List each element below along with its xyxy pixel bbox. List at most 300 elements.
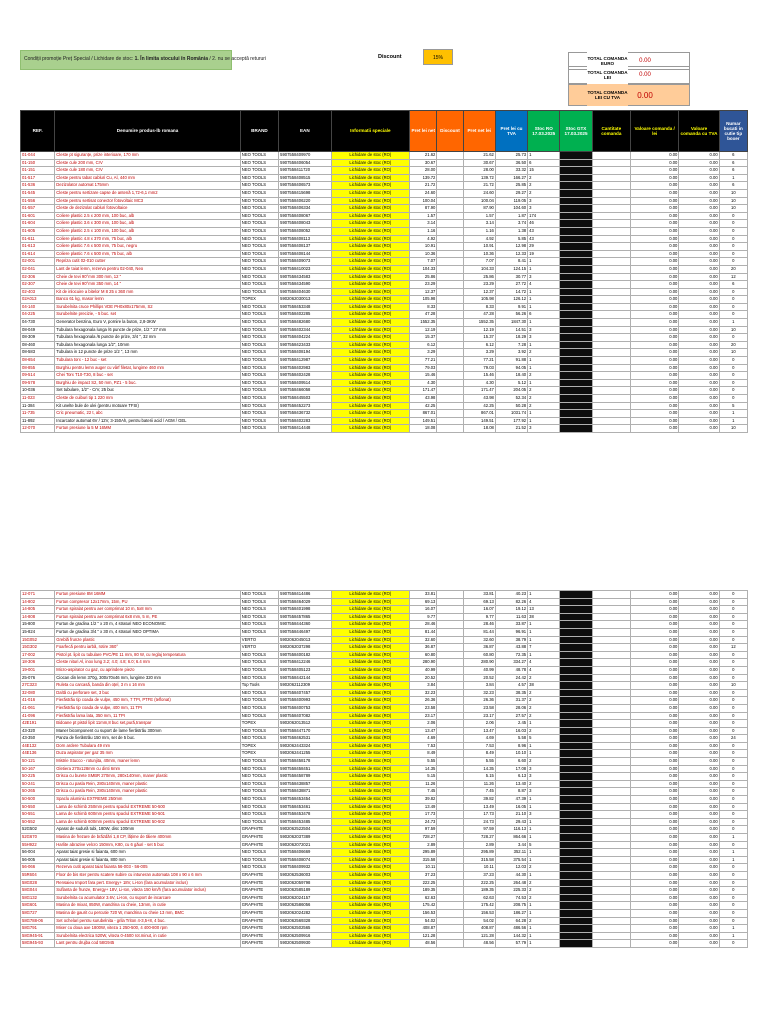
table-row: [21, 296, 748, 304]
discount-cell: [437, 704, 463, 712]
net-price-lei-cell: 8.49: [463, 750, 495, 758]
table-row: [21, 334, 748, 342]
quantity-input[interactable]: [592, 349, 630, 357]
ref-cell: 58G945-91: [21, 932, 55, 940]
net-price-lei-cell: 10.36: [463, 250, 495, 258]
quantity-input[interactable]: [592, 644, 630, 652]
box-qty-cell: 0: [719, 909, 747, 917]
product-name-cell: Surubelnita cu acumulator 3.6V, Li-Ion, cu suport de incarcare: [55, 894, 241, 902]
product-name-cell: Cleste pentru sertizare capse de antenă 1,72-6,1 mm2: [55, 189, 241, 197]
col-header-ref[interactable]: REF.: [21, 111, 55, 152]
product-name-cell: Fierăstrău tip coada de vulpe, 400 mm, 11 TPI: [55, 704, 241, 712]
stock-gtx-cell: [560, 644, 592, 652]
order-value-cell: 0.00: [630, 174, 678, 182]
quantity-input[interactable]: [592, 250, 630, 258]
quantity-input[interactable]: [592, 917, 630, 925]
brand-cell: TOPEX: [240, 720, 278, 728]
net-price-lei-cell: 39.82: [463, 796, 495, 804]
stock-ro-cell: 43: [528, 227, 560, 235]
quantity-input[interactable]: [592, 395, 630, 403]
quantity-input[interactable]: [592, 727, 630, 735]
net-price-lei-cell: 156.53: [463, 909, 495, 917]
order-value-vat-cell: 0.00: [679, 909, 719, 917]
order-value-cell: 0.00: [630, 697, 678, 705]
quantity-input[interactable]: [592, 326, 630, 334]
order-value-vat-cell: 0.00: [679, 856, 719, 864]
info-cell: Lichidare de stoc (RO): [331, 720, 410, 728]
quantity-input[interactable]: [592, 765, 630, 773]
quantity-input[interactable]: [592, 818, 630, 826]
product-name-cell: Coliere plastic 7.6 x 500 mm, 75 buc, negru: [55, 243, 241, 251]
order-value-cell: 0.00: [630, 265, 678, 273]
stock-gtx-cell: [560, 410, 592, 418]
ean-cell: 5907558400182: [279, 651, 331, 659]
quantity-input[interactable]: [592, 773, 630, 781]
ref-cell: 02-001: [21, 258, 55, 266]
order-value-vat-cell: 0.00: [679, 864, 719, 872]
ref-cell: 19-001: [21, 666, 55, 674]
net-price-cell: 37.23: [410, 871, 437, 879]
stock-gtx-cell: [560, 834, 592, 842]
net-price-lei-cell: 315.58: [463, 856, 495, 864]
product-name-cell: Cheie de tevi 90°mm 350 mm, 14 ": [55, 281, 241, 289]
table-row: [21, 288, 748, 296]
quantity-input[interactable]: [592, 864, 630, 872]
quantity-input[interactable]: [592, 871, 630, 879]
stock-gtx-cell: [560, 167, 592, 175]
brand-cell: NEO TOOLS: [240, 159, 278, 167]
quantity-input[interactable]: [592, 159, 630, 167]
quantity-input[interactable]: [592, 742, 630, 750]
info-cell: Lichidare de stoc (RO): [331, 773, 410, 781]
total-lei-vat-value: 0.00: [637, 90, 653, 100]
box-qty-cell: 0: [719, 235, 747, 243]
quantity-input[interactable]: [592, 606, 630, 614]
quantity-input[interactable]: [592, 613, 630, 621]
info-cell: Lichidare de stoc (RO): [331, 425, 410, 433]
ref-cell: 43-350: [21, 735, 55, 743]
net-price-lei-cell: 17.73: [463, 811, 495, 819]
net-price-cell: 2.89: [410, 841, 437, 849]
net-price-cell: 36.87: [410, 644, 437, 652]
ean-cell: 5902062037389: [279, 834, 331, 842]
net-price-lei-cell: 21.62: [463, 152, 495, 160]
stock-gtx-cell: [560, 720, 592, 728]
quantity-input[interactable]: [592, 425, 630, 433]
ean-cell: 5907558402428: [279, 372, 331, 380]
quantity-input[interactable]: [592, 780, 630, 788]
discount-cell: [437, 296, 463, 304]
info-cell: Lichidare de stoc (RO): [331, 189, 410, 197]
info-cell: Lichidare de stoc (RO): [331, 758, 410, 766]
net-price-lei-cell: 40.99: [463, 666, 495, 674]
quantity-input[interactable]: [592, 826, 630, 834]
product-name-cell: Lant pentru drujba cod 58G945: [55, 940, 241, 948]
ean-cell: 5907558402283: [279, 417, 331, 425]
quantity-input[interactable]: [592, 628, 630, 636]
quantity-input[interactable]: [592, 811, 630, 819]
col-header-info[interactable]: Informatii speciale: [331, 111, 410, 152]
info-cell: Lichidare de stoc (RO): [331, 940, 410, 948]
price-vat-cell: 91.88: [495, 357, 527, 365]
quantity-input[interactable]: [592, 856, 630, 864]
table-row: [21, 826, 748, 834]
product-name-cell: Pistol pt. lipit cu tubulare PVC/PE 11 mm, 80 W, cu reglaj temperatura: [55, 651, 241, 659]
stock-gtx-cell: [560, 628, 592, 636]
order-value-cell: 0.00: [630, 311, 678, 319]
info-cell: Lichidare de stoc (RO): [331, 742, 410, 750]
order-value-cell: 0.00: [630, 651, 678, 659]
ref-cell: 50-550: [21, 803, 55, 811]
ref-cell: 15-800: [21, 621, 55, 629]
info-cell: Lichidare de stoc (RO): [331, 334, 410, 342]
table-row: [21, 281, 748, 289]
quantity-input[interactable]: [592, 357, 630, 365]
quantity-input[interactable]: [592, 621, 630, 629]
quantity-input[interactable]: [592, 265, 630, 273]
quantity-input[interactable]: [592, 591, 630, 599]
price-vat-cell: 38.35: [495, 689, 527, 697]
quantity-input[interactable]: [592, 887, 630, 895]
stock-ro-cell: 1: [528, 940, 560, 948]
table-row: [21, 780, 748, 788]
quantity-input[interactable]: [592, 651, 630, 659]
net-price-lei-cell: 7.53: [463, 742, 495, 750]
quantity-input[interactable]: [592, 334, 630, 342]
quantity-input[interactable]: [592, 750, 630, 758]
table-row: [21, 841, 748, 849]
order-value-cell: 0.00: [630, 917, 678, 925]
order-value-vat-cell: 0.00: [679, 334, 719, 342]
order-value-cell: 0.00: [630, 250, 678, 258]
col-header-discount[interactable]: Discount: [437, 111, 463, 152]
discount-cell: [437, 197, 463, 205]
ean-cell: 5907558466058: [279, 387, 331, 395]
quantity-input[interactable]: [592, 372, 630, 380]
net-price-lei-cell: 104.33: [463, 265, 495, 273]
col-header-name[interactable]: Denumire produs-lb romana: [55, 111, 241, 152]
box-qty-cell: 0: [719, 689, 747, 697]
quantity-input[interactable]: [592, 281, 630, 289]
price-vat-cell: 24.42: [495, 674, 527, 682]
stock-ro-cell: 1: [528, 796, 560, 804]
quantity-input[interactable]: [592, 174, 630, 182]
quantity-input[interactable]: [592, 598, 630, 606]
quantity-input[interactable]: [592, 758, 630, 766]
brand-cell: NEO TOOLS: [240, 334, 278, 342]
net-price-cell: 100.04: [410, 197, 437, 205]
order-value-cell: 0.00: [630, 212, 678, 220]
quantity-input[interactable]: [592, 296, 630, 304]
order-value-vat-cell: 0.00: [679, 689, 719, 697]
quantity-input[interactable]: [592, 735, 630, 743]
quantity-input[interactable]: [592, 659, 630, 667]
quantity-input[interactable]: [592, 697, 630, 705]
discount-cell: [437, 750, 463, 758]
box-qty-cell: 0: [719, 372, 747, 380]
quantity-input[interactable]: [592, 243, 630, 251]
stock-gtx-cell: [560, 326, 592, 334]
product-name-cell: Aparat taiat gresie si faianta, 600 mm: [55, 849, 241, 857]
ref-cell: 25-076: [21, 674, 55, 682]
quantity-input[interactable]: [592, 689, 630, 697]
net-price-cell: 4.92: [410, 235, 437, 243]
brand-cell: NEO TOOLS: [240, 220, 278, 228]
price-vat-cell: 40.23: [495, 591, 527, 599]
discount-cell: [437, 940, 463, 948]
net-price-cell: 2.06: [410, 720, 437, 728]
quantity-input[interactable]: [592, 311, 630, 319]
col-header-order-value-vat[interactable]: Valoare comanda cu TVA: [679, 111, 719, 152]
order-value-vat-cell: 0.00: [679, 205, 719, 213]
order-value-cell: 0.00: [630, 621, 678, 629]
col-header-net-price-lei[interactable]: Pret net lei: [463, 111, 495, 152]
quantity-input[interactable]: [592, 674, 630, 682]
net-price-lei-cell: 1.57: [463, 212, 495, 220]
net-price-cell: 16.07: [410, 606, 437, 614]
discount-cell: [437, 818, 463, 826]
net-price-lei-cell: 69.13: [463, 598, 495, 606]
table-row: [21, 152, 748, 160]
discount-cell: [437, 387, 463, 395]
col-header-quantity[interactable]: Cantitate comanda: [592, 111, 630, 152]
table-row: [21, 765, 748, 773]
price-vat-cell: 9.91: [495, 303, 527, 311]
quantity-input[interactable]: [592, 319, 630, 327]
net-price-lei-cell: 7.45: [463, 788, 495, 796]
quantity-input[interactable]: [592, 288, 630, 296]
table-row: [21, 417, 748, 425]
table-row: [21, 704, 748, 712]
net-price-cell: 23.17: [410, 712, 437, 720]
ean-cell: 5907558464029: [279, 598, 331, 606]
order-value-cell: 0.00: [630, 803, 678, 811]
net-price-lei-cell: 100.04: [463, 197, 495, 205]
quantity-input[interactable]: [592, 894, 630, 902]
discount-cell: [437, 265, 463, 273]
net-price-cell: 97.59: [410, 826, 437, 834]
discount-cell: [437, 311, 463, 319]
brand-cell: NEO TOOLS: [240, 864, 278, 872]
col-header-order-value[interactable]: Valoare comanda / lei: [630, 111, 678, 152]
box-qty-cell: 0: [719, 803, 747, 811]
box-qty-cell: 0: [719, 742, 747, 750]
quantity-input[interactable]: [592, 636, 630, 644]
net-price-cell: 121.28: [410, 932, 437, 940]
discount-cell: [437, 917, 463, 925]
brand-cell: NEO TOOLS: [240, 417, 278, 425]
discount-cell: [437, 871, 463, 879]
quantity-input[interactable]: [592, 796, 630, 804]
ean-cell: 5907558408113: [279, 235, 331, 243]
quantity-input[interactable]: [592, 212, 630, 220]
table-row: [21, 189, 748, 197]
brand-cell: GRAPHITE: [240, 887, 278, 895]
info-cell: Lichidare de stoc (RO): [331, 357, 410, 365]
quantity-input[interactable]: [592, 402, 630, 410]
stock-ro-cell: 4: [528, 666, 560, 674]
quantity-input[interactable]: [592, 909, 630, 917]
quantity-input[interactable]: [592, 788, 630, 796]
net-price-lei-cell: 175.42: [463, 902, 495, 910]
quantity-input[interactable]: [592, 902, 630, 910]
quantity-input[interactable]: [592, 410, 630, 418]
ean-cell: 5907558408194: [279, 349, 331, 357]
product-name-cell: Ciocan din lemn 370g, 300x70x46 mm, lungime 320 mm: [55, 674, 241, 682]
quantity-input[interactable]: [592, 189, 630, 197]
ref-cell: 08-583: [21, 349, 55, 357]
quantity-input[interactable]: [592, 682, 630, 690]
order-value-vat-cell: 0.00: [679, 281, 719, 289]
col-header-price-vat[interactable]: Pret lei cu TVA: [495, 111, 527, 152]
col-header-box-qty[interactable]: Numar bucati in cutie tip boxer: [719, 111, 747, 152]
stock-ro-cell: 1: [528, 410, 560, 418]
info-cell: Lichidare de stoc (RO): [331, 704, 410, 712]
quantity-input[interactable]: [592, 834, 630, 842]
product-name-cell: Cleste pt siguranțe, prize interioare, 170 mm: [55, 152, 241, 160]
conditions-prefix: Condiții promoție Preț Special / Lichidare de stoc:: [24, 56, 135, 62]
price-vat-cell: 50.28: [495, 402, 527, 410]
table-row: [21, 220, 748, 228]
order-value-vat-cell: 0.00: [679, 402, 719, 410]
net-price-cell: 79.03: [410, 364, 437, 372]
stock-ro-cell: 1: [528, 364, 560, 372]
brand-cell: NEO TOOLS: [240, 167, 278, 175]
quantity-input[interactable]: [592, 220, 630, 228]
stock-ro-cell: 1: [528, 591, 560, 599]
net-price-cell: 60.80: [410, 651, 437, 659]
price-vat-cell: 486.56: [495, 925, 527, 933]
quantity-input[interactable]: [592, 273, 630, 281]
net-price-cell: 6.12: [410, 341, 437, 349]
brand-cell: NEO TOOLS: [240, 152, 278, 160]
discount-input[interactable]: 15%: [423, 49, 453, 65]
net-price-cell: 32.60: [410, 636, 437, 644]
net-price-lei-cell: 867.01: [463, 410, 495, 418]
quantity-input[interactable]: [592, 417, 630, 425]
ean-cell: 5907558423433: [279, 341, 331, 349]
discount-cell: [437, 758, 463, 766]
net-price-lei-cell: 20.52: [463, 674, 495, 682]
net-price-cell: 1.16: [410, 227, 437, 235]
net-price-lei-cell: 3.29: [463, 349, 495, 357]
table-row: [21, 197, 748, 205]
order-value-cell: 0.00: [630, 841, 678, 849]
brand-cell: NEO TOOLS: [240, 849, 278, 857]
order-value-cell: 0.00: [630, 894, 678, 902]
stock-ro-cell: 1: [528, 750, 560, 758]
quantity-input[interactable]: [592, 879, 630, 887]
quantity-input[interactable]: [592, 152, 630, 160]
col-header-stock-ro[interactable]: Stoc RO 17.03.2025: [528, 111, 560, 152]
order-value-vat-cell: 0.00: [679, 666, 719, 674]
quantity-input[interactable]: [592, 712, 630, 720]
col-header-ean[interactable]: EAN: [279, 111, 331, 152]
discount-cell: [437, 357, 463, 365]
stock-ro-cell: 2: [528, 879, 560, 887]
order-value-cell: 0.00: [630, 189, 678, 197]
stock-gtx-cell: [560, 796, 592, 804]
order-value-vat-cell: 0.00: [679, 940, 719, 948]
quantity-input[interactable]: [592, 235, 630, 243]
brand-cell: NEO TOOLS: [240, 780, 278, 788]
quantity-input[interactable]: [592, 720, 630, 728]
box-qty-cell: 0: [719, 887, 747, 895]
net-price-cell: 104.33: [410, 265, 437, 273]
quantity-input[interactable]: [592, 925, 630, 933]
quantity-input[interactable]: [592, 666, 630, 674]
col-header-net-price[interactable]: Pret lei net: [410, 111, 437, 152]
table-row: [21, 666, 748, 674]
quantity-input[interactable]: [592, 227, 630, 235]
box-qty-cell: 0: [719, 841, 747, 849]
discount-cell: [437, 341, 463, 349]
box-qty-cell: 0: [719, 697, 747, 705]
box-qty-cell: 1: [719, 925, 747, 933]
quantity-input[interactable]: [592, 364, 630, 372]
info-cell: Lichidare de stoc (RO): [331, 887, 410, 895]
info-cell: Lichidare de stoc (RO): [331, 796, 410, 804]
quantity-input[interactable]: [592, 803, 630, 811]
ean-cell: 5907558408144: [279, 250, 331, 258]
stock-ro-cell: 2: [528, 689, 560, 697]
quantity-input[interactable]: [592, 258, 630, 266]
table-row: [21, 796, 748, 804]
quantity-input[interactable]: [592, 197, 630, 205]
brand-cell: NEO TOOLS: [240, 182, 278, 190]
box-qty-cell: 0: [719, 940, 747, 948]
quantity-input[interactable]: [592, 704, 630, 712]
info-cell: Lichidare de stoc (RO): [331, 341, 410, 349]
discount-cell: [437, 636, 463, 644]
quantity-input[interactable]: [592, 940, 630, 948]
stock-ro-cell: 1: [528, 902, 560, 910]
ref-cell: 08-855: [21, 364, 55, 372]
ref-cell: 50-121: [21, 758, 55, 766]
quantity-input[interactable]: [592, 167, 630, 175]
quantity-input[interactable]: [592, 379, 630, 387]
ref-cell: 09-514: [21, 372, 55, 380]
ean-cell: 5907558453485: [279, 818, 331, 826]
col-header-brand[interactable]: BRAND: [240, 111, 278, 152]
quantity-input[interactable]: [592, 841, 630, 849]
order-value-cell: 0.00: [630, 834, 678, 842]
net-price-cell: 139.72: [410, 174, 437, 182]
price-vat-cell: 264.48: [495, 879, 527, 887]
quantity-input[interactable]: [592, 303, 630, 311]
stock-ro-cell: 1: [528, 932, 560, 940]
discount-cell: [437, 697, 463, 705]
col-header-stock-gtx[interactable]: Stoc GTX 17.03.2025: [560, 111, 592, 152]
quantity-input[interactable]: [592, 849, 630, 857]
ean-cell: 5907558400993: [279, 697, 331, 705]
ean-cell: 5907558409932: [279, 864, 331, 872]
table-row: [21, 227, 748, 235]
net-price-cell: 28.00: [410, 167, 437, 175]
brand-cell: TOPEX: [240, 296, 278, 304]
product-name-cell: Rensaieu Import fara pert. Energy+ 18V, Li-Ion (fara acumulator inclus): [55, 879, 241, 887]
quantity-input[interactable]: [592, 932, 630, 940]
quantity-input[interactable]: [592, 341, 630, 349]
quantity-input[interactable]: [592, 205, 630, 213]
order-value-vat-cell: 0.00: [679, 712, 719, 720]
price-vat-cell: 30.77: [495, 273, 527, 281]
discount-cell: [437, 152, 463, 160]
quantity-input[interactable]: [592, 387, 630, 395]
quantity-input[interactable]: [592, 182, 630, 190]
ean-cell: 5902062502565: [279, 925, 331, 933]
net-price-lei-cell: 23.58: [463, 704, 495, 712]
